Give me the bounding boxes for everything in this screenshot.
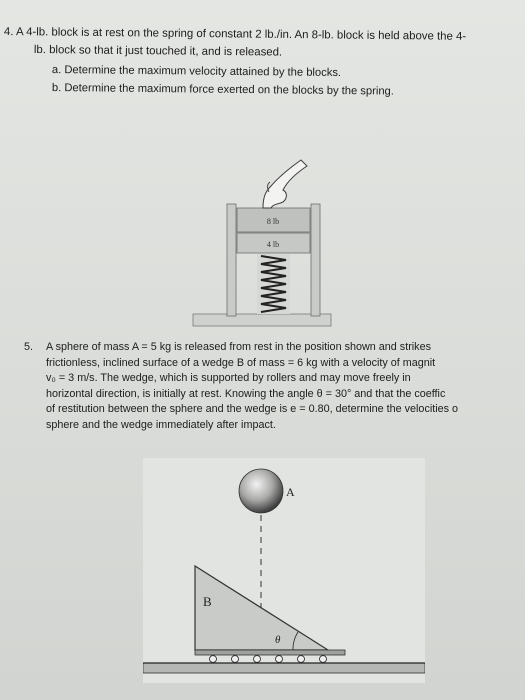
sphere-wedge-figure bbox=[143, 458, 425, 683]
problem5-line: sphere and the wedge immediately after impact. bbox=[46, 418, 276, 431]
problem4-statement-line2: lb. block so that it just touched it, and is released. bbox=[33, 44, 283, 59]
roller-icon bbox=[210, 656, 217, 663]
wedge-label: B bbox=[203, 594, 212, 609]
hand-icon bbox=[263, 160, 307, 208]
right-guide-post bbox=[311, 204, 320, 316]
bottom-block-label: 4 lb bbox=[266, 240, 280, 249]
roller-icon bbox=[254, 656, 261, 663]
spring-blocks-figure bbox=[191, 152, 333, 330]
problem4-statement-line1: 4. A 4-lb. block is at rest on the spring of constant 2 lb./in. An 8-lb. block is held above the 4- bbox=[3, 26, 467, 43]
problem5-line: frictionless, inclined surface of a wedge B of mass = 6 kg with a velocity of magnit bbox=[46, 356, 436, 369]
roller-icon bbox=[298, 656, 305, 663]
left-guide-post bbox=[227, 204, 236, 316]
sphere-icon bbox=[239, 469, 283, 513]
ground-base bbox=[193, 314, 331, 326]
problem5-line: v₀ = 3 m/s. The wedge, which is supported by rollers and may move freely in bbox=[46, 372, 411, 385]
problem5-line: horizontal direction, is initially at rest. Knowing the angle θ = 30° and that the coeffic bbox=[46, 387, 446, 400]
floor bbox=[143, 663, 425, 673]
wedge-base bbox=[195, 650, 345, 655]
problem4-part-b: b. Determine the maximum force exerted on the blocks by the spring. bbox=[51, 82, 394, 98]
problem5-number: 5. bbox=[24, 341, 34, 353]
problem5-statement bbox=[24, 340, 524, 434]
roller-icon bbox=[232, 656, 239, 663]
problem5-line: of restitution between the sphere and the wedge is e = 0.80, determine the velocities o bbox=[46, 403, 459, 416]
sphere-label: A bbox=[286, 485, 295, 499]
angle-label: θ bbox=[275, 634, 281, 646]
roller-icon bbox=[276, 656, 283, 663]
top-block-label: 8 lb bbox=[266, 217, 280, 226]
problem4-part-a: a. Determine the maximum velocity attained by the blocks. bbox=[51, 64, 342, 80]
roller-icon bbox=[320, 656, 327, 663]
problem5-line: A sphere of mass A = 5 kg is released from rest in the position shown and strikes bbox=[46, 341, 431, 353]
